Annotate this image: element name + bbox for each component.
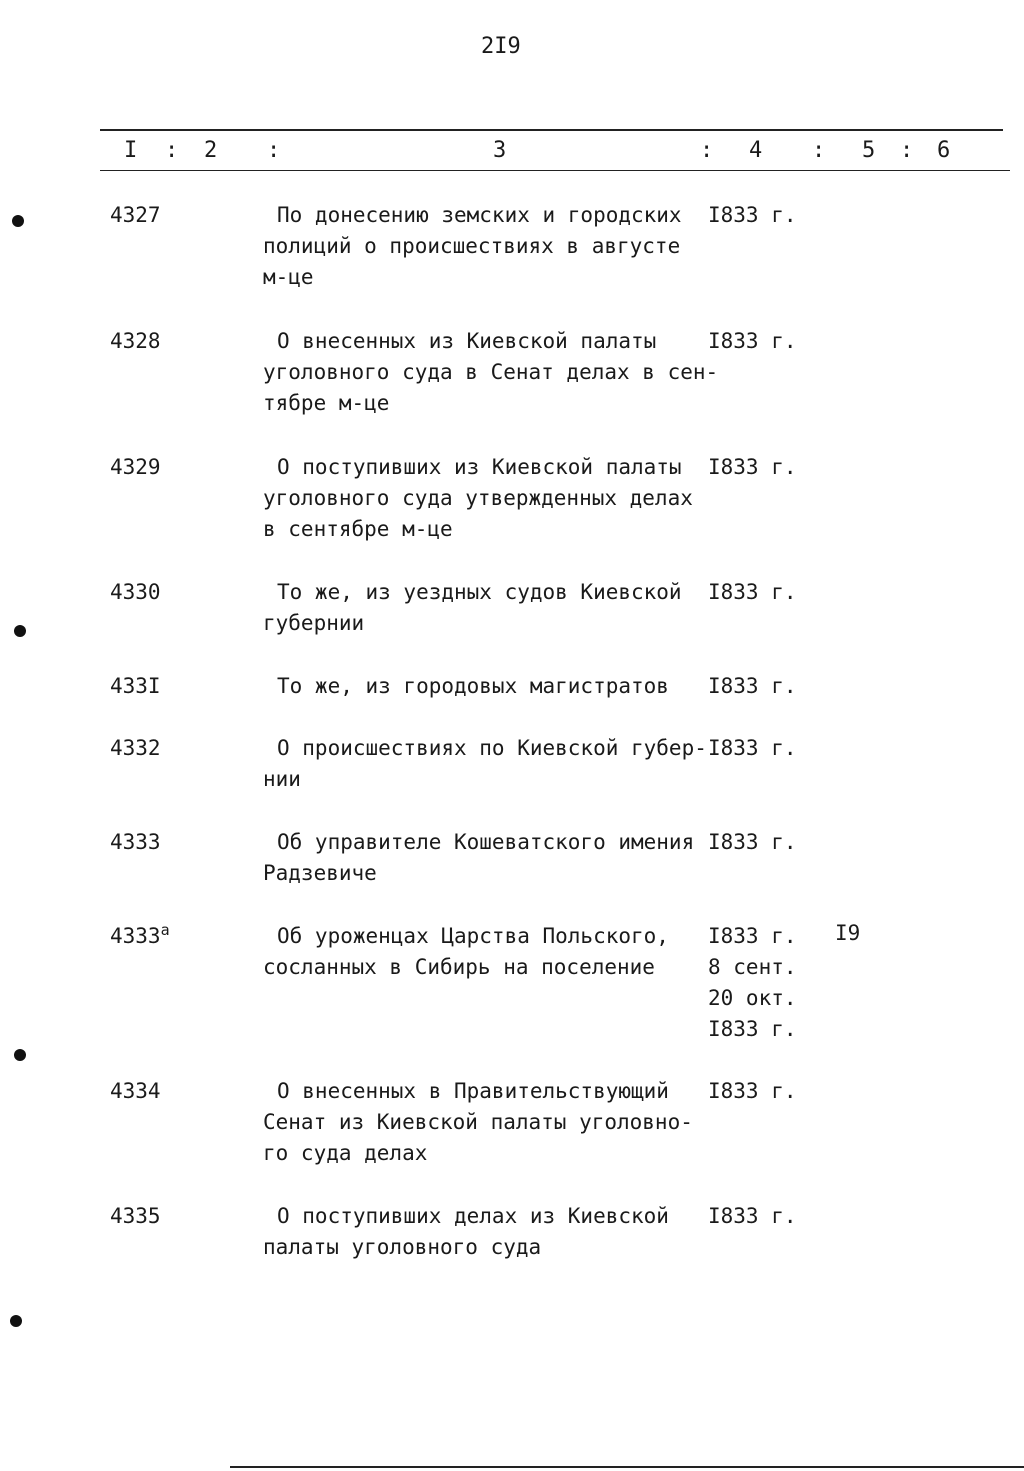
entry-number: 4329 (110, 455, 161, 479)
entry-number: $4333^а$ (110, 921, 170, 948)
entry-number: 4332 (110, 736, 161, 760)
punch-hole (10, 1315, 22, 1327)
entry-description: О внесенных в Правительствующий Сенат из Киевской палаты уголовно- го суда делах (263, 1079, 693, 1165)
entry-description: Об управителе Кошеватского имения Радзевиче (263, 830, 695, 885)
entry-description: О внесенных из Киевской палаты уголовного суда в Сенат делах в сен- тябре м-це (263, 329, 719, 415)
entry-date: I833 г. (708, 674, 797, 698)
punch-hole (12, 215, 24, 227)
header-col-4: 4 (749, 138, 763, 163)
entry-sheets: I9 (835, 921, 861, 945)
entry-date: I833 г. (708, 1204, 797, 1228)
entry-date: I833 г. (708, 1079, 797, 1103)
entry-description: По донесению земских и городских полиций о происшествиях в августе м-це (263, 203, 682, 289)
header-separator: : (267, 138, 281, 163)
entry-date: I833 г. 8 сент. 20 окт. I833 г. (708, 924, 797, 1041)
entry-description: О поступивших из Киевской палаты уголовного суда утвержденных делах в сентябре м-це (263, 455, 693, 541)
entry-number: 4335 (110, 1204, 161, 1228)
entry-number: 4333 (110, 830, 161, 854)
entry-date: I833 г. (708, 203, 797, 227)
header-col-1: I (124, 138, 138, 163)
punch-hole (14, 625, 26, 637)
header-separator: : (812, 138, 826, 163)
entry-number: 4327 (110, 203, 161, 227)
header-separator: : (165, 138, 179, 163)
entry-description: То же, из городовых магистратов (277, 674, 669, 698)
header-col-3: 3 (493, 138, 507, 163)
entry-date: I833 г. (708, 736, 797, 760)
page-bottom-rule (230, 1466, 1024, 1468)
entry-date: I833 г. (708, 455, 797, 479)
header-separator: : (900, 138, 914, 163)
header-col-6: 6 (937, 138, 951, 163)
table-top-rule (100, 129, 1003, 131)
entry-date: I833 г. (708, 580, 797, 604)
punch-hole (14, 1049, 26, 1061)
entry-date: I833 г. (708, 830, 797, 854)
entry-description: О поступивших делах из Киевской палаты уголовного суда (263, 1204, 669, 1259)
page-number: 2I9 (481, 34, 521, 59)
entry-description: Об уроженцах Царства Польского, сосланных в Сибирь на поселение (263, 924, 669, 979)
header-col-2: 2 (204, 138, 218, 163)
entry-description: О происшествиях по Киевской губер- нии (263, 736, 707, 791)
header-col-5: 5 (862, 138, 876, 163)
entry-number: 4328 (110, 329, 161, 353)
entry-number: 433I (110, 674, 161, 698)
header-bottom-rule (100, 170, 1010, 171)
entry-number: 4330 (110, 580, 161, 604)
header-separator: : (700, 138, 714, 163)
entry-date: I833 г. (708, 329, 797, 353)
entry-number: 4334 (110, 1079, 161, 1103)
entry-description: То же, из уездных судов Киевской губернии (263, 580, 682, 635)
